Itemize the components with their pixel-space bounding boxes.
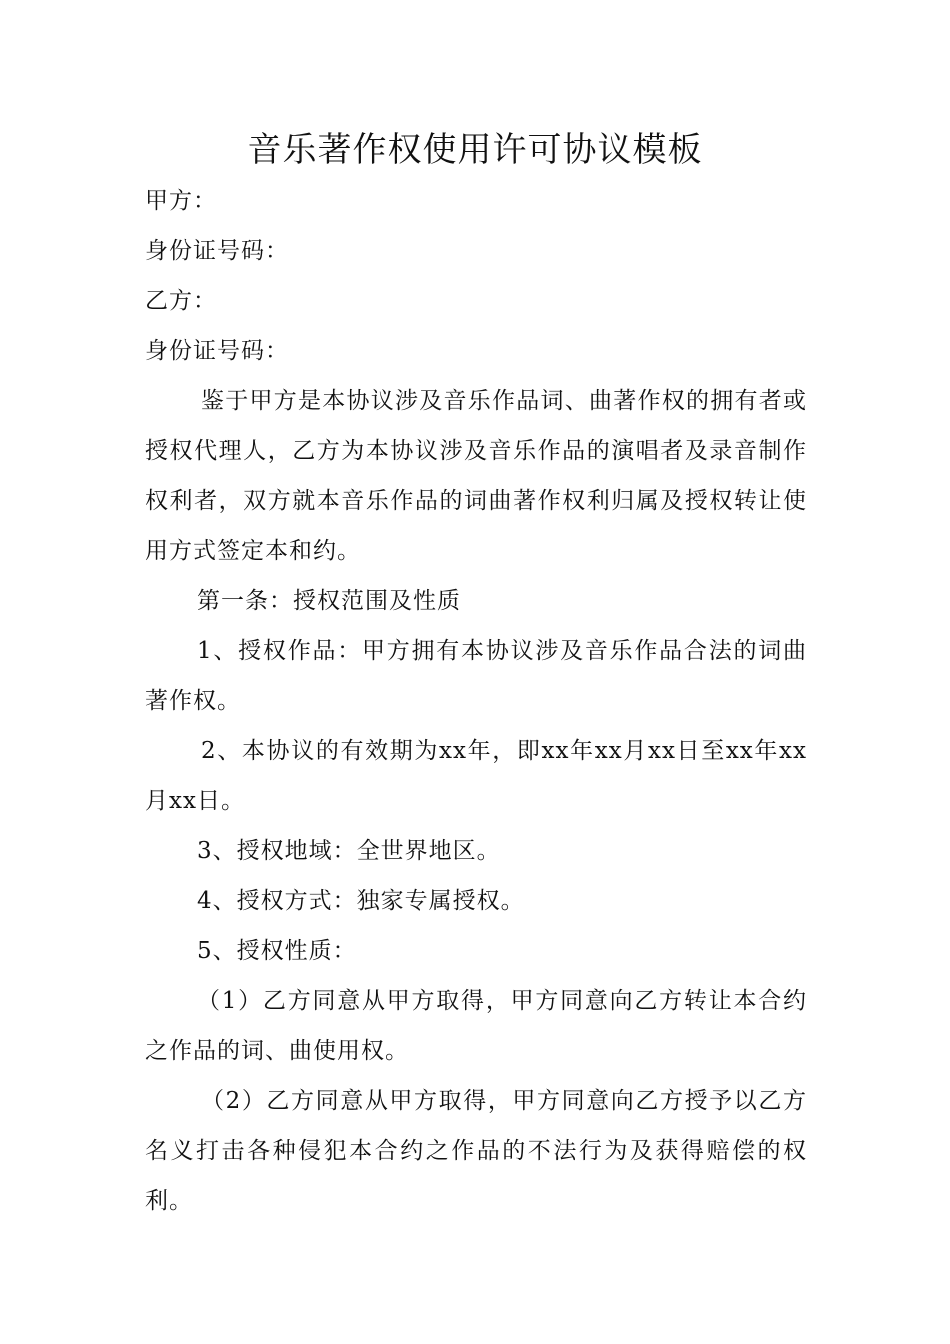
clause-paragraph: 3、授权地域：全世界地区。 bbox=[197, 838, 501, 864]
party-b-id-label: 身份证号码： bbox=[145, 338, 289, 364]
party-a-label: 甲方： bbox=[145, 188, 217, 214]
sub-clause-paragraph: （1）乙方同意从甲方取得，甲方同意向乙方转让本合约之作品的词、曲使用权。 bbox=[145, 988, 807, 1064]
clause-paragraph: 1、授权作品：甲方拥有本协议涉及音乐作品合法的词曲著作权。 bbox=[145, 638, 807, 714]
party-b-label: 乙方： bbox=[145, 288, 217, 314]
article-heading: 第一条：授权范围及性质 bbox=[197, 588, 461, 614]
party-a-id-label: 身份证号码： bbox=[145, 238, 289, 264]
preamble-paragraph: 鉴于甲方是本协议涉及音乐作品词、曲著作权的拥有者或授权代理人，乙方为本协议涉及音乐作品的演唱者及录音制作权利者，双方就本音乐作品的词曲著作权利归属及授权转让使用方式签定本和约。 bbox=[145, 388, 807, 564]
sub-clause-paragraph: （2）乙方同意从甲方取得，甲方同意向乙方授予以乙方名义打击各种侵犯本合约之作品的不法行为及获得赔偿的权利。 bbox=[145, 1088, 807, 1214]
clause-paragraph: 5、授权性质： bbox=[197, 938, 357, 964]
clause-paragraph: 4、授权方式：独家专属授权。 bbox=[197, 888, 525, 914]
document-body bbox=[145, 176, 807, 1226]
clause-paragraph: 2、本协议的有效期为xx年，即xx年xx月xx日至xx年xx月xx日。 bbox=[145, 738, 807, 814]
document-title: 音乐著作权使用许可协议模板 bbox=[247, 130, 703, 170]
